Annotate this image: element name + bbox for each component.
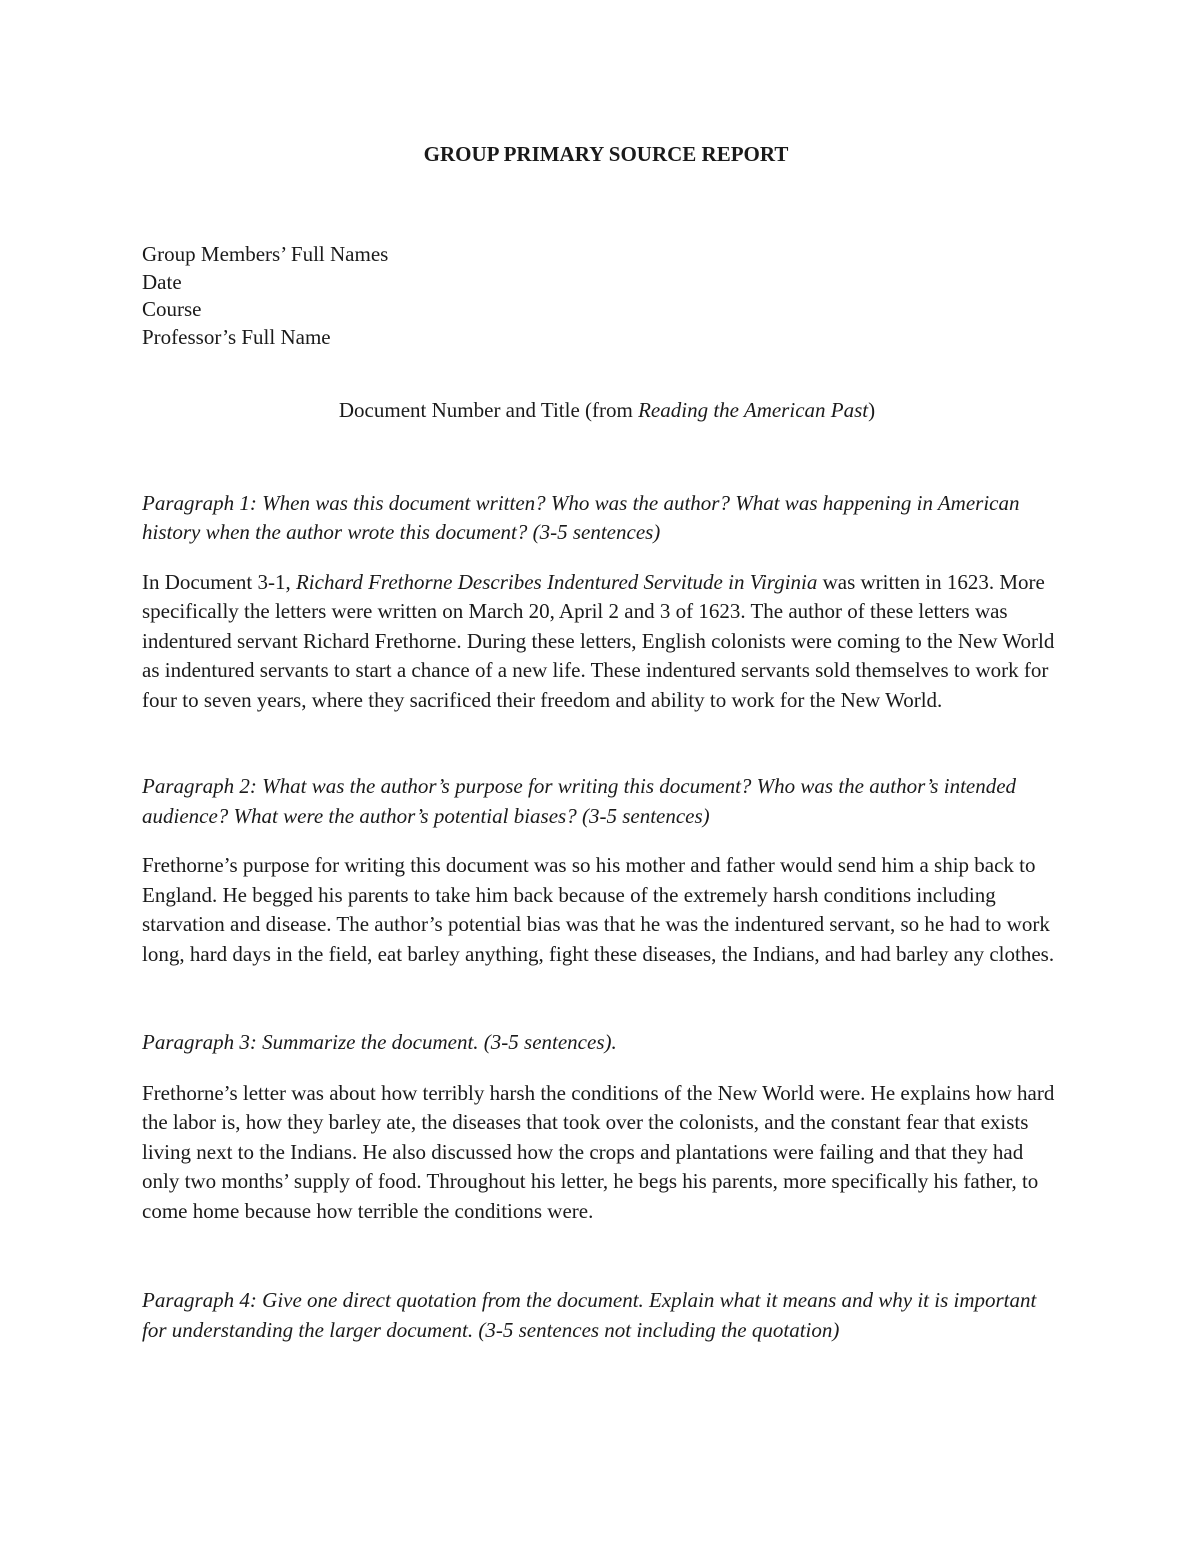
paragraph-2-answer: Frethorne’s purpose for writing this document was so his mother and father would send him a ship back to England. He begged his parents to take him back because of the extremely harsh conditions including starvation and disease. The author’s potential bias was that he was the indentured servant, so he had to work long, hard days in the field, eat barley anything, fight these diseases, the Indians, and had barley any clothes. (142, 853, 1055, 966)
paragraph-2-prompt: Paragraph 2: What was the author’s purpose for writing this document? Who was the author’s intended audience? What were the author’s potential biases? (3-5 sentences) (142, 774, 1017, 828)
group-members-line: Group Members’ Full Names (142, 242, 389, 266)
document-content (142, 140, 1060, 1345)
paragraph-3-answer: Frethorne’s letter was about how terribly harsh the conditions of the New World were. He explains how hard the labor is, how they barley ate, the diseases that took over the colonists, and the constant fear that exists living next to the Indians. He also discussed how the crops and plantations were failing and that they had only two months’ supply of food. Throughout his letter, he begs his parents, more specifically his father, to come home because how terrible the conditions were. (142, 1080, 1055, 1223)
paragraph-1-section (142, 489, 1060, 716)
paragraph-1-prompt: Paragraph 1: When was this document written? Who was the author? What was happening in American history when the author wrote this document? (3-5 sentences) (142, 490, 1020, 544)
document-title (142, 396, 1060, 426)
paragraph-2-section (142, 772, 1060, 969)
header-block (142, 241, 1060, 351)
paragraph-1-answer-text: was written in 1623. More specifically the letters were written on March 20, April 2 and 3 of 1623. The author of these letters was indentured servant Richard Frethorne. During these letters, English colonists were coming to the New World as indentured servants to start a chance of a new life. These indentured servants sold themselves to work for four to seven years, where they sacrificed their freedom and ability to work for the New World. (142, 569, 1055, 712)
paragraph-4-prompt: Paragraph 4: Give one direct quotation from the document. Explain what it means and why it is important for understanding the larger document. (3-5 sentences not including the quotation) (142, 1288, 1037, 1342)
paragraph-1-answer-prefix: In Document 3-1, (142, 569, 296, 594)
document-title-suffix: ) (868, 398, 876, 422)
professor-line: Professor’s Full Name (142, 324, 331, 349)
document-title-prefix: Document Number and Title (from (338, 398, 639, 422)
paragraph-1-answer-document-title: Richard Frethorne Describes Indentured Servitude in Virginia (295, 569, 818, 594)
paragraph-3-section (142, 1028, 1060, 1226)
paragraph-1-answer (142, 568, 1060, 716)
report-title: GROUP PRIMARY SOURCE REPORT (423, 142, 789, 166)
document-title-book: Reading the American Past (638, 398, 869, 422)
course-line: Course (142, 297, 202, 321)
date-line: Date (142, 269, 182, 294)
paragraph-4-section (142, 1286, 1060, 1345)
paragraph-3-prompt: Paragraph 3: Summarize the document. (3-5 sentences). (142, 1030, 617, 1054)
